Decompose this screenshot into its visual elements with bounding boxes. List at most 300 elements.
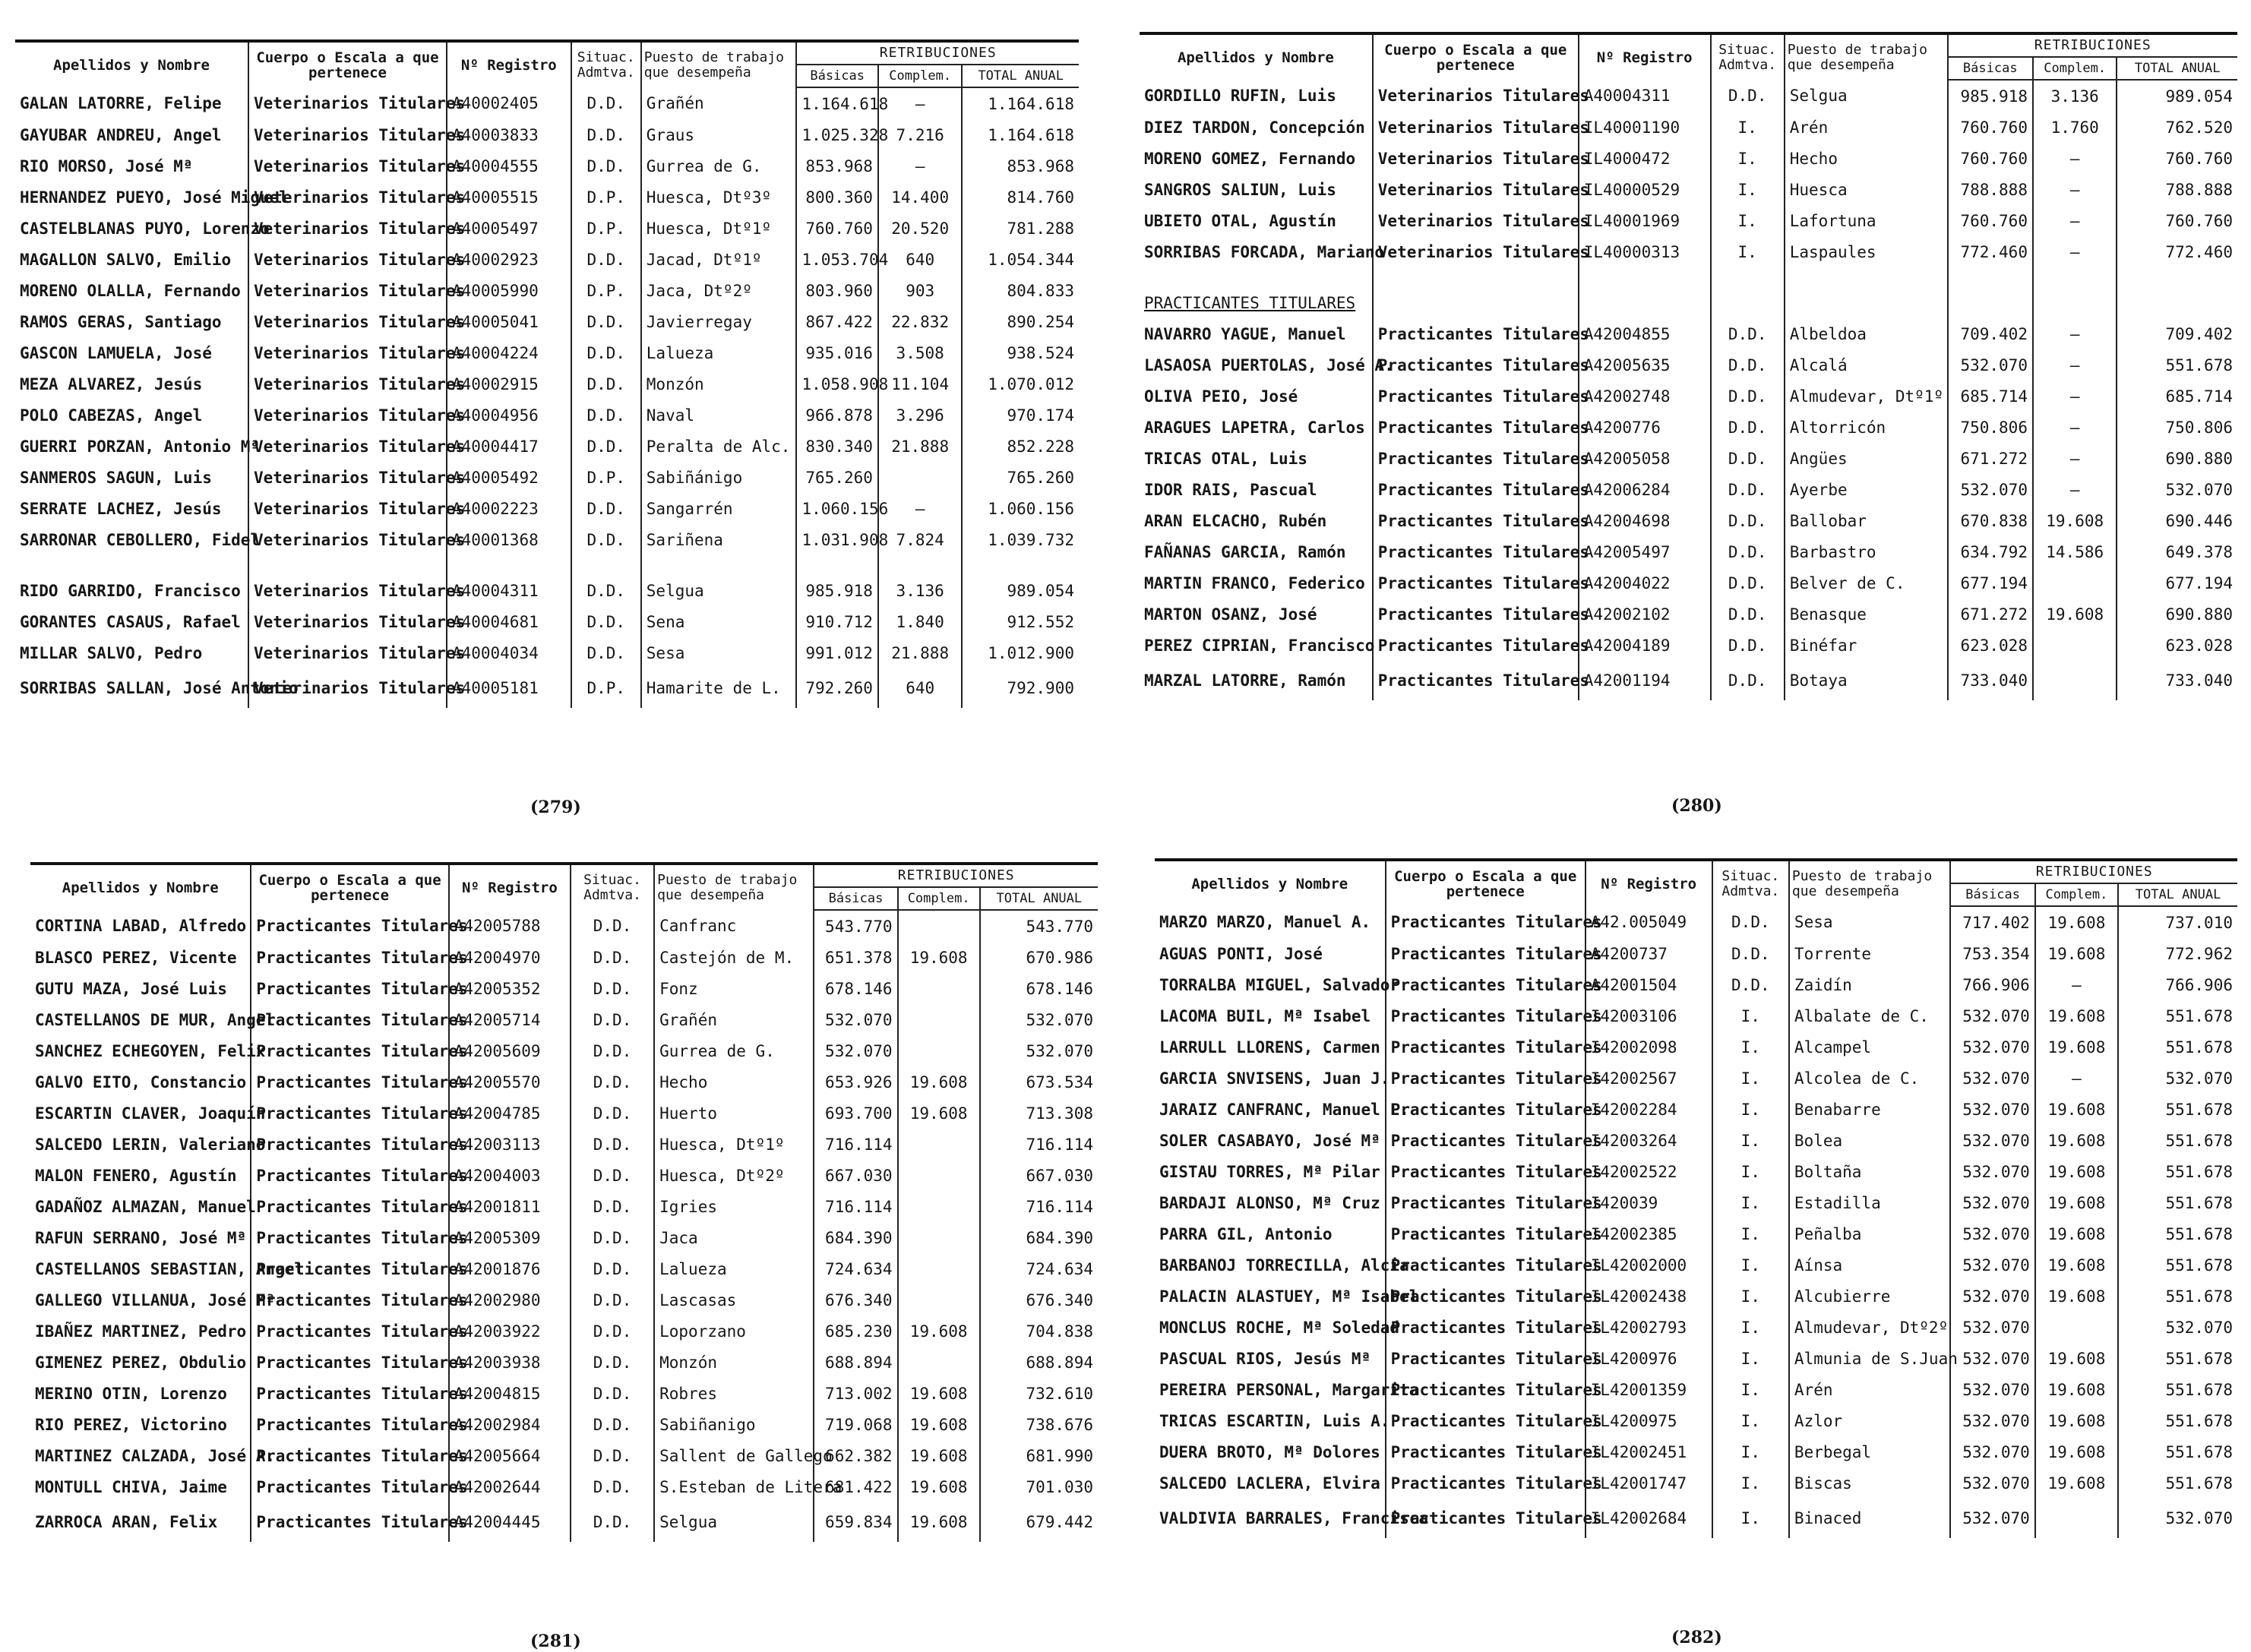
header-registro: Nº Registro [449,864,571,910]
cell-nombre: PASCUAL RIOS, Jesús Mª [1159,1349,1371,1368]
cell-total: 989.054 [962,575,1079,606]
cell-comp: 1.840 [878,606,963,637]
table-row [1140,381,2237,412]
cell-total: 551.678 [2118,1343,2237,1374]
cell-registro: A42004022 [1579,567,1711,599]
cell-comp: 19.608 [2035,1436,2118,1467]
cell-nombre: MARTON OSANZ, José [1144,605,1317,624]
cell-cuerpo: Practicantes Titulares [1386,1405,1586,1436]
cell-basicas: 792.260 [796,668,877,708]
cell-registro: IL42002438 [1586,1281,1712,1312]
cell-puesto: Castejón de M. [654,942,814,973]
cell-comp: 19.608 [898,1502,980,1542]
section-heading-row [1140,287,2237,318]
cell-basicas: 532.070 [1950,1374,2034,1405]
cell-puesto: Loporzano [654,1316,814,1347]
cell-total: 970.174 [962,400,1079,431]
cell-registro: IL42001359 [1586,1374,1712,1405]
table-row [1140,174,2237,205]
cell-cuerpo: Veterinarios Titulares [248,119,447,150]
cell-puesto: Albeldoa [1785,318,1948,349]
cell-total: 551.678 [2117,349,2237,381]
cell-registro: A40002915 [447,368,571,400]
cell-basicas: 532.070 [1950,1249,2034,1281]
cell-sit: I. [1712,1249,1789,1281]
cell-nombre: GALVO EITO, Constancio [35,1072,247,1091]
cell-basicas: 1.164.618 [796,87,877,119]
cell-puesto: Naval [641,400,797,431]
cell-comp [898,1191,980,1222]
cell-registro: A40002923 [447,244,571,275]
cell-registro: A40003833 [447,119,571,150]
cell-puesto [641,555,797,575]
table-row [1155,1499,2237,1538]
header-puesto: Puesto de trabajo que desempeña [1785,33,1948,80]
cell-nombre: GUERRI PORZAN, Antonio Mª [20,437,261,456]
cell-total: 690.446 [2117,505,2237,536]
cell-cuerpo: Veterinarios Titulares [1373,143,1579,174]
cell-nombre: SANGROS SALIUN, Luis [1144,180,1336,199]
cell-comp: 19.608 [2035,1000,2118,1031]
cell-total: 688.894 [980,1347,1098,1378]
cell-comp [898,1284,980,1316]
cell-total: 853.968 [962,150,1079,182]
cell-nombre: CASTELBLANAS PUYO, Lorenzo [20,219,270,238]
cell-cuerpo: Practicantes Titulares [251,1129,448,1160]
cell-nombre: ESCARTIN CLAVER, Joaquín [35,1104,266,1123]
cell-sit: D.D. [571,400,641,431]
cell-basicas: 985.918 [1948,80,2033,112]
cell-cuerpo: Veterinarios Titulares [248,87,447,119]
cell-cuerpo: Practicantes Titulares [251,973,448,1004]
cell-sit: D.D. [1711,474,1785,505]
cell-basicas: 662.382 [814,1440,897,1471]
cell-registro: A42004698 [1579,505,1711,536]
cell-cuerpo: Practicantes Titulares [1386,906,1586,938]
cell-registro: IL4000472 [1579,143,1711,174]
cell-cuerpo: Practicantes Titulares [1386,938,1586,969]
cell-total: 938.524 [962,337,1079,368]
cell-cuerpo: Practicantes Titulares [1373,536,1579,567]
cell-total: 912.552 [962,606,1079,637]
cell-basicas: 853.968 [796,150,877,182]
table-row [30,942,1098,973]
cell-total: 551.678 [2118,1281,2237,1312]
cell-sit: D.D. [571,1316,654,1347]
cell-nombre: LARRULL LLORENS, Carmen [1159,1038,1380,1057]
cell-sit: D.D. [1711,318,1785,349]
cell-cuerpo: Veterinarios Titulares [1373,236,1579,267]
staff-table [1140,32,2237,700]
cell-nombre [1140,267,1373,287]
cell-cuerpo: Veterinarios Titulares [1373,174,1579,205]
cell-basicas: 685.714 [1948,381,2033,412]
cell-nombre: POLO CABEZAS, Angel [20,406,203,425]
cell-sit: I. [1712,1094,1789,1125]
cell-registro: A42005664 [449,1440,571,1471]
cell-puesto [1785,287,1948,318]
cell-basicas: 532.070 [1948,474,2033,505]
cell-total: 732.610 [980,1378,1098,1409]
cell-puesto: Lascasas [654,1284,814,1316]
cell-puesto: Sabiñanigo [654,1409,814,1440]
cell-sit: D.D. [571,1160,654,1191]
cell-cuerpo: Veterinarios Titulares [248,275,447,306]
table-row [30,1098,1098,1129]
cell-puesto: Almudevar, Dtº1º [1785,381,1948,412]
cell-puesto: Hecho [1785,143,1948,174]
cell-comp: 19.608 [898,1440,980,1471]
cell-nombre: JARAIZ CANFRANC, Manuel L. [1159,1100,1409,1119]
cell-basicas: 991.012 [796,637,877,668]
cell-cuerpo: Practicantes Titulares [1373,630,1579,661]
cell-puesto: Alcolea de C. [1789,1063,1951,1094]
cell-basicas: 532.070 [1950,1343,2034,1374]
cell-nombre: GORANTES CASAUS, Rafael [20,612,241,631]
cell-basicas: 772.460 [1948,236,2033,267]
cell-puesto: Angües [1785,443,1948,474]
cell-puesto: Jacad, Dtº1º [641,244,797,275]
cell-nombre: NAVARRO YAGUE, Manuel [1144,324,1346,343]
cell-basicas: 788.888 [1948,174,2033,205]
cell-nombre: MAGALLON SALVO, Emilio [20,250,232,269]
header-situacion: Situac. Admtva. [1711,33,1785,80]
cell-total: 532.070 [980,1004,1098,1035]
cell-registro: A40004681 [447,606,571,637]
cell-basicas: 634.792 [1948,536,2033,567]
cell-cuerpo: Practicantes Titulares [251,1347,448,1378]
cell-cuerpo: Practicantes Titulares [251,1440,448,1471]
cell-nombre: PARRA GIL, Antonio [1159,1224,1333,1243]
cell-puesto [1785,267,1948,287]
cell-registro: A4200776 [1579,412,1711,443]
cell-sit: D.D. [571,1378,654,1409]
cell-nombre: TORRALBA MIGUEL, Salvador [1159,975,1400,994]
cell-registro: IL42002793 [1586,1312,1712,1343]
cell-basicas: 716.114 [814,1129,897,1160]
cell-registro: A42004785 [449,1098,571,1129]
cell-cuerpo: Practicantes Titulares [251,1160,448,1191]
table-row [30,1347,1098,1378]
table-row [30,1440,1098,1471]
cell-registro: A42005635 [1579,349,1711,381]
cell-cuerpo: Practicantes Titulares [1386,1063,1586,1094]
cell-total [2117,287,2237,318]
cell-total: 760.760 [2117,205,2237,236]
cell-nombre: LASAOSA PUERTOLAS, José A. [1144,355,1394,374]
cell-nombre: MERINO OTIN, Lorenzo [35,1384,227,1403]
cell-sit: I. [1712,1187,1789,1218]
cell-cuerpo: Practicantes Titulares [251,1004,448,1035]
cell-nombre: GALAN LATORRE, Felipe [20,94,222,112]
cell-puesto: Monzón [654,1347,814,1378]
cell-basicas: 685.230 [814,1316,897,1347]
cell-total: 704.838 [980,1316,1098,1347]
cell-total: 532.070 [2118,1499,2237,1538]
cell-comp: 19.608 [2035,1343,2118,1374]
cell-sit: I. [1711,205,1785,236]
cell-sit: I. [1712,1281,1789,1312]
cell-comp: 19.608 [898,1409,980,1440]
cell-registro: A40005041 [447,306,571,337]
cell-comp [2033,661,2117,700]
cell-puesto: Selgua [641,575,797,606]
cell-sit: D.D. [1711,599,1785,630]
cell-registro: A40005492 [447,462,571,493]
table-row [15,150,1079,182]
cell-puesto: Sena [641,606,797,637]
cell-nombre: MARTINEZ CALZADA, José A. [35,1446,276,1465]
cell-puesto: Monzón [641,368,797,400]
table-row [1140,267,2237,287]
table-row [1140,236,2237,267]
cell-basicas: 693.700 [814,1098,897,1129]
cell-comp: 7.824 [878,524,963,555]
cell-cuerpo: Veterinarios Titulares [248,150,447,182]
cell-basicas: 719.068 [814,1409,897,1440]
cell-nombre: PEREZ CIPRIAN, Francisco [1144,636,1375,655]
page-number-279: (279) [530,798,581,817]
cell-nombre: GUTU MAZA, José Luis [35,979,227,998]
header-situacion: Situac. Admtva. [571,41,641,87]
cell-sit: D.D. [1712,938,1789,969]
table-row [15,637,1079,668]
cell-comp [2033,267,2117,287]
cell-cuerpo: Practicantes Titulares [1373,381,1579,412]
header-basicas: Básicas [814,887,897,910]
cell-puesto: Huesca [1785,174,1948,205]
header-situacion: Situac. Admtva. [1712,860,1789,906]
cell-cuerpo: Practicantes Titulares [1386,1031,1586,1063]
cell-registro: A40005990 [447,275,571,306]
header-basicas: Básicas [1950,883,2034,906]
cell-total: 677.194 [2117,567,2237,599]
table-row [30,1253,1098,1284]
cell-sit: I. [1712,1031,1789,1063]
table-row [1140,318,2237,349]
cell-basicas: 653.926 [814,1066,897,1098]
cell-sit: D.D. [1711,536,1785,567]
cell-registro: A42002644 [449,1471,571,1502]
cell-sit: D.D. [1711,443,1785,474]
cell-comp: 19.608 [2035,1218,2118,1249]
cell-registro: A42003113 [449,1129,571,1160]
cell-sit: D.D. [1711,349,1785,381]
cell-sit: D.D. [571,1253,654,1284]
cell-sit: D.D. [571,606,641,637]
header-complem: Complem. [898,887,980,910]
cell-cuerpo: Practicantes Titulares [1373,412,1579,443]
cell-nombre: GALLEGO VILLANUA, José Mª [35,1290,276,1309]
cell-registro: A42002102 [1579,599,1711,630]
cell-basicas: 676.340 [814,1284,897,1316]
cell-comp: — [2033,205,2117,236]
cell-nombre: BARBANOJ TORRECILLA, Alcia [1159,1256,1409,1275]
page-number-282: (282) [1671,1628,1722,1647]
cell-comp: 3.136 [2033,80,2117,112]
cell-basicas: 800.360 [796,182,877,213]
cell-sit: D.D. [571,431,641,462]
cell-basicas: 678.146 [814,973,897,1004]
cell-cuerpo: Practicantes Titulares [251,1222,448,1253]
cell-registro: A42.005049 [1586,906,1712,938]
cell-comp [898,1004,980,1035]
cell-total: 543.770 [980,910,1098,942]
cell-basicas: 803.960 [796,275,877,306]
cell-total: 623.028 [2117,630,2237,661]
cell-nombre: OLIVA PEIO, José [1144,387,1298,406]
cell-registro: IL40000529 [1579,174,1711,205]
cell-basicas: 532.070 [814,1035,897,1066]
cell-comp [898,1129,980,1160]
cell-basicas: 532.070 [1950,1312,2034,1343]
cell-registro: I42003106 [1586,1000,1712,1031]
cell-comp: — [2033,381,2117,412]
cell-nombre: MONTULL CHIVA, Jaime [35,1477,227,1496]
cell-puesto: Lalueza [654,1253,814,1284]
cell-registro: A42005309 [449,1222,571,1253]
cell-cuerpo: Veterinarios Titulares [1373,80,1579,112]
cell-nombre: RIO PEREZ, Victorino [35,1415,227,1434]
cell-registro [447,555,571,575]
cell-basicas: 724.634 [814,1253,897,1284]
cell-comp: — [2033,318,2117,349]
cell-cuerpo: Practicantes Titulares [251,1409,448,1440]
cell-basicas: 688.894 [814,1347,897,1378]
table-row [15,668,1079,708]
cell-cuerpo: Practicantes Titulares [251,910,448,942]
cell-registro: IL42002000 [1586,1249,1712,1281]
cell-comp: 19.608 [2035,1281,2118,1312]
cell-basicas: 532.070 [1950,1125,2034,1156]
cell-total: 1.039.732 [962,524,1079,555]
table-row [15,524,1079,555]
cell-comp [898,1253,980,1284]
cell-sit: D.P. [571,668,641,708]
cell-puesto: Peralta de Alc. [641,431,797,462]
cell-nombre: SANMEROS SAGUN, Luis [20,468,212,487]
cell-puesto: Ayerbe [1785,474,1948,505]
header-retribuciones: RETRIBUCIONES [1948,33,2238,57]
cell-sit: D.D. [1711,567,1785,599]
cell-basicas: 532.070 [1950,1436,2034,1467]
cell-puesto: Lafortuna [1785,205,1948,236]
cell-total: 792.900 [962,668,1079,708]
cell-cuerpo: Practicantes Titulares [251,1098,448,1129]
cell-puesto: Alcubierre [1789,1281,1951,1312]
table-row [1155,1187,2237,1218]
cell-basicas [796,555,877,575]
cell-puesto: Almudevar, Dtº2º [1789,1312,1951,1343]
cell-sit: D.D. [571,244,641,275]
cell-basicas: 651.378 [814,942,897,973]
cell-registro: A42003922 [449,1316,571,1347]
cell-nombre: MONCLUS ROCHE, Mª Soledad [1159,1318,1400,1337]
cell-total: 1.070.012 [962,368,1079,400]
page-280-panel [1140,32,2237,700]
cell-cuerpo: Practicantes Titulares [251,1253,448,1284]
table-row [1155,1125,2237,1156]
table-row [30,1284,1098,1316]
header-total: TOTAL ANUAL [2118,883,2237,906]
cell-comp [2035,1499,2118,1538]
header-complem: Complem. [2035,883,2118,906]
cell-registro [1579,287,1711,318]
cell-cuerpo: Practicantes Titulares [1386,1281,1586,1312]
cell-cuerpo: Veterinarios Titulares [248,606,447,637]
cell-total: 1.164.618 [962,119,1079,150]
staff-table [1155,858,2237,1538]
cell-puesto: Graus [641,119,797,150]
cell-comp: — [2033,143,2117,174]
cell-puesto: Robres [654,1378,814,1409]
cell-puesto: Estadilla [1789,1187,1951,1218]
cell-cuerpo: Veterinarios Titulares [248,306,447,337]
cell-total: 532.070 [2118,1312,2237,1343]
cell-basicas: 910.712 [796,606,877,637]
cell-comp: 19.608 [898,1098,980,1129]
cell-total: 673.534 [980,1066,1098,1098]
cell-registro: A42004970 [449,942,571,973]
cell-sit: I. [1712,1374,1789,1405]
cell-sit: D.D. [1712,906,1789,938]
cell-registro: A42005058 [1579,443,1711,474]
cell-puesto: Sesa [641,637,797,668]
cell-sit: I. [1712,1156,1789,1187]
cell-cuerpo: Practicantes Titulares [251,1284,448,1316]
cell-comp: 19.608 [2035,1249,2118,1281]
header-nombre: Apellidos y Nombre [15,41,248,87]
cell-total: 760.760 [2117,143,2237,174]
cell-total: 667.030 [980,1160,1098,1191]
cell-puesto: Grañén [641,87,797,119]
cell-nombre: MILLAR SALVO, Pedro [20,643,203,662]
table-row [30,1191,1098,1222]
cell-puesto: Peñalba [1789,1218,1951,1249]
table-row [30,1471,1098,1502]
cell-puesto: Sesa [1789,906,1951,938]
cell-cuerpo: Veterinarios Titulares [248,337,447,368]
cell-nombre: TRICAS ESCARTIN, Luis A. [1159,1411,1390,1430]
cell-basicas: 717.402 [1950,906,2034,938]
header-puesto: Puesto de trabajo que desempeña [641,41,797,87]
cell-total: 890.254 [962,306,1079,337]
cell-total: 649.378 [2117,536,2237,567]
cell-puesto: Azlor [1789,1405,1951,1436]
cell-puesto: Selgua [654,1502,814,1542]
cell-cuerpo: Practicantes Titulares [1386,1467,1586,1499]
cell-comp: 19.608 [2035,1094,2118,1125]
cell-total: 716.114 [980,1129,1098,1160]
cell-basicas: 867.422 [796,306,877,337]
cell-basicas: 753.354 [1950,938,2034,969]
cell-basicas: 713.002 [814,1378,897,1409]
cell-registro: A42004445 [449,1502,571,1542]
cell-total: 551.678 [2118,1405,2237,1436]
cell-nombre: DUERA BROTO, Mª Dolores [1159,1442,1380,1461]
table-row [30,1004,1098,1035]
cell-comp: — [2033,174,2117,205]
cell-total: 551.678 [2118,1187,2237,1218]
table-row [1140,536,2237,567]
cell-basicas: 830.340 [796,431,877,462]
cell-sit: I. [1712,1405,1789,1436]
cell-comp: 3.136 [878,575,963,606]
cell-sit: D.D. [571,1191,654,1222]
cell-sit: D.D. [571,119,641,150]
cell-basicas: 532.070 [1950,1156,2034,1187]
table-row [30,1502,1098,1542]
